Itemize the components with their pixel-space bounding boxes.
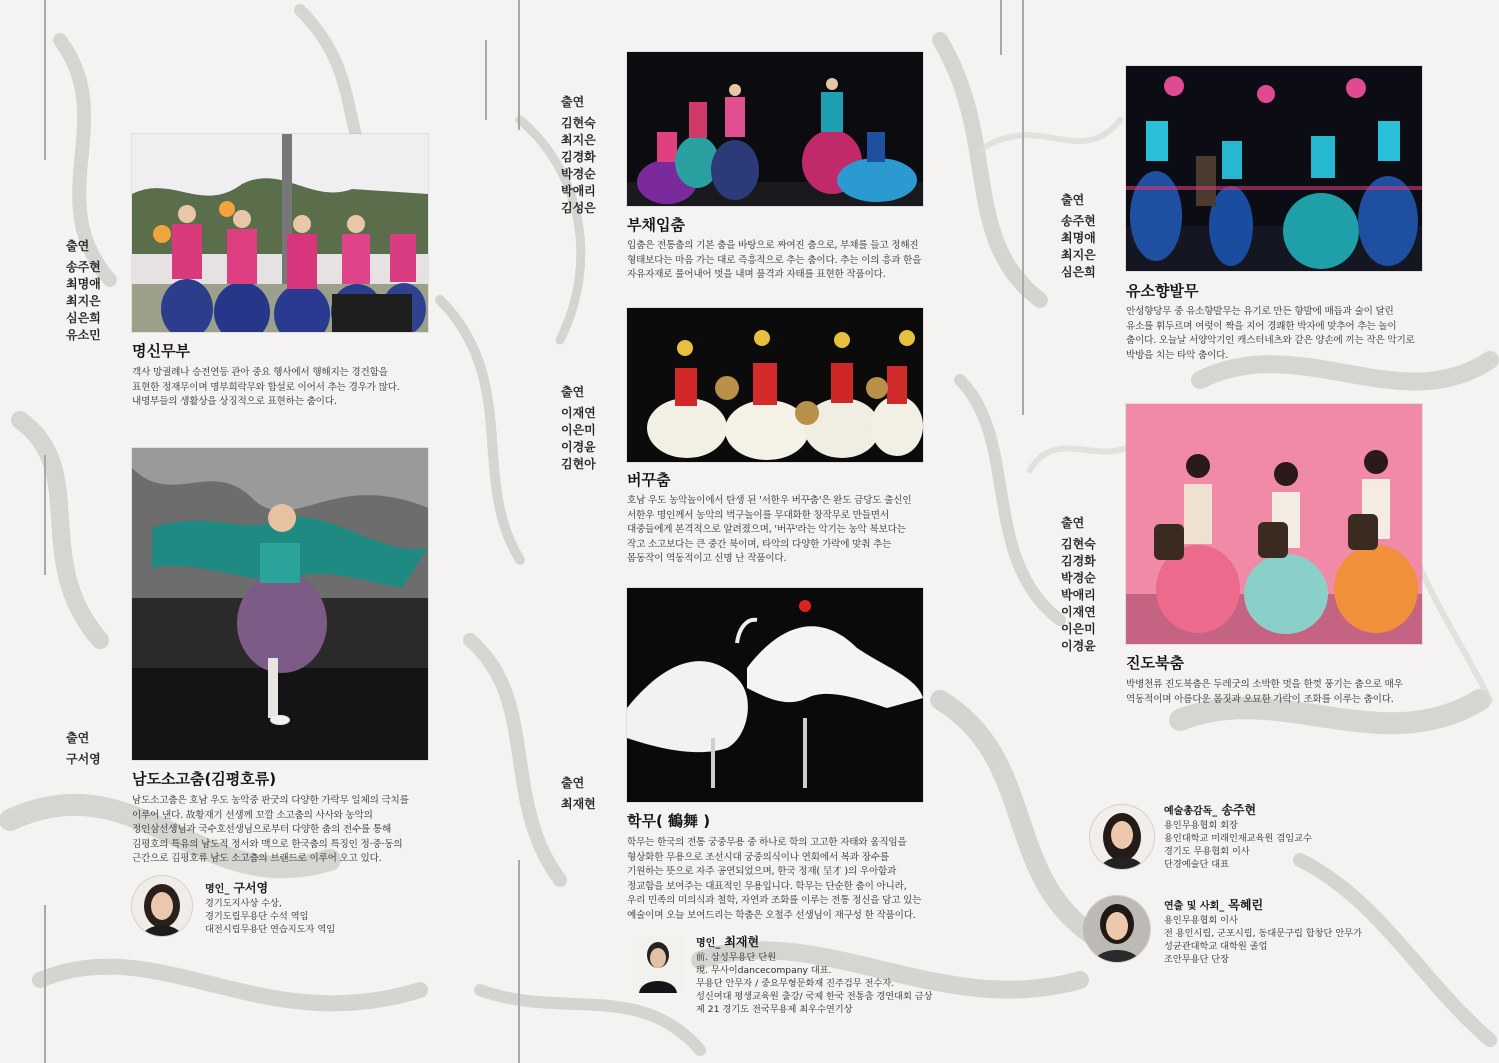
profile-heading — [1164, 898, 1362, 914]
profile-gu-seoyeong — [132, 876, 432, 936]
profile-name: 목혜린 — [1228, 898, 1264, 912]
desc-hakmu — [627, 836, 927, 923]
divider-line — [44, 0, 46, 160]
desc-line: 학무는 한국의 전통 궁중무용 중 하나로 학의 고고한 자태와 움직임을 — [627, 837, 907, 848]
desc-line: 내명부들의 생활상을 상징적으로 표현하는 춤이다. — [132, 396, 337, 407]
cast-name: 김경화 — [561, 150, 596, 164]
cast-name: 김현숙 — [561, 116, 596, 130]
desc-namdo — [132, 794, 434, 867]
cast-list-beokku — [561, 384, 596, 473]
title-namdo: 남도소고춤(김평호류) — [132, 770, 277, 788]
desc-buchae — [627, 239, 927, 283]
cast-name: 최지은 — [66, 294, 101, 308]
profile-line: 대전시립무용단 연습지도자 역임 — [205, 924, 336, 935]
profile-line: 前. 삼성무용단 단원 — [696, 952, 777, 963]
divider-line — [1000, 0, 1002, 55]
desc-line: 형상화한 무용으로 조선시대 궁중의식이나 연회에서 복과 장수를 — [627, 851, 889, 863]
profile-name: 송주현 — [1221, 803, 1257, 817]
desc-line: 박병천류 진도북춤은 두레굿의 소박한 멋을 한껏 풍기는 춤으로 매우 — [1126, 679, 1403, 690]
cast-list-myeongsin — [66, 238, 101, 344]
desc-line: 호남 우도 농악놀이에서 탄생 된 '서한우 버꾸춤'은 완도 금당도 출신인 — [627, 495, 912, 506]
desc-line: 역동적이며 아름다운 몸짓과 오묘한 가락이 조화를 이루는 춤이다. — [1126, 693, 1394, 705]
profile-line: 용인무용협회 이사 — [1164, 915, 1238, 926]
desc-line: 예술이며 오늘 보여드리는 학춤은 오철주 선생님이 재구성 한 작품이다. — [627, 909, 916, 921]
profile-line: 무용단 안무자 / 중요무형문화재 진주검무 전수자. — [696, 978, 895, 989]
desc-line: 정인삼선생님과 국수호선생님으로부터 다양한 춤의 전수를 통해 — [132, 824, 392, 835]
desc-line: 김평호의 특유의 남도적 정서와 맥으로 한국춤의 특징인 정·중·동의 — [132, 838, 403, 850]
desc-line: 입춤은 전통춤의 기본 춤을 바탕으로 짜여진 춤으로, 부채를 들고 정해진 — [627, 240, 919, 251]
cast-list-yuso — [1061, 192, 1096, 281]
profile-line: 용인대학교 미래인재교육원 겸임교수 — [1164, 833, 1312, 844]
profile-role: 명인_ — [696, 938, 721, 949]
cast-name: 심은희 — [1061, 265, 1096, 279]
profile-heading — [696, 935, 933, 951]
profile-line: 전 용인시립, 군포시립, 동대문구립 합창단 안무가 — [1164, 928, 1362, 939]
profile-role: 연출 및 사회_ — [1164, 901, 1225, 912]
title-myeongsin: 명신무부 — [132, 342, 190, 360]
title-buchae: 부채입춤 — [627, 216, 685, 234]
cast-name: 이경윤 — [1061, 639, 1096, 653]
title-jindo: 진도북춤 — [1126, 654, 1184, 672]
desc-line: 우리 민족의 미의식과 철학, 자연과 조화를 이루는 전통 정신을 담고 있는 — [627, 895, 922, 906]
divider-line — [518, 0, 520, 130]
cast-list-buchae — [561, 94, 596, 217]
profile-line: 용인무용협회 회장 — [1164, 820, 1238, 831]
desc-myeongsin — [132, 366, 432, 410]
title-beokku: 버꾸춤 — [627, 471, 671, 489]
cast-name: 김현아 — [561, 457, 596, 471]
cast-label: 출연 — [561, 95, 585, 109]
photo-hakmu — [627, 588, 923, 802]
profile-heading — [1164, 803, 1312, 819]
desc-line: 표현한 정재무이며 명부희락무와 합설로 이어서 추는 경우가 많다. — [132, 381, 400, 393]
cast-list-jindo — [1061, 515, 1096, 655]
profile-choi-jaehyeon — [633, 935, 933, 1015]
cast-label: 출연 — [1061, 193, 1085, 207]
divider-line — [44, 455, 46, 575]
profile-name: 구서영 — [233, 881, 269, 895]
desc-jindo — [1126, 678, 1426, 707]
cast-name: 이은미 — [1061, 622, 1096, 636]
desc-yuso — [1126, 305, 1426, 363]
cast-name: 최명애 — [66, 277, 101, 291]
desc-line: 근간으로 김평호류 남도 소고춤의 브랜드로 이루어 오고 있다. — [132, 853, 382, 864]
cast-name: 송주현 — [1061, 214, 1096, 228]
profile-director — [1090, 803, 1420, 873]
cast-name: 이재연 — [561, 406, 596, 420]
profile-line: 성균관대학교 대학원 졸업 — [1164, 941, 1268, 952]
profile-line: 경기도지사상 수상, — [205, 898, 282, 909]
cast-name: 구서영 — [66, 752, 101, 766]
divider-line — [518, 860, 520, 1063]
desc-line: 안성향당무 중 유소향발무는 유기로 만든 향발에 매듭과 술이 달린 — [1126, 306, 1394, 317]
desc-line: 박방을 치는 타악 춤이다. — [1126, 349, 1229, 361]
avatar — [633, 935, 683, 993]
cast-name: 이재연 — [1061, 605, 1096, 619]
desc-line: 형태보다는 마음 가는 대로 즉흥적으로 추는 춤이다. 추는 이의 흥과 한을 — [627, 254, 922, 266]
cast-name: 심은희 — [66, 311, 101, 325]
photo-yuso — [1126, 66, 1422, 271]
desc-line: 대중들에게 본격적으로 알려졌으며, '버꾸'라는 악기는 농악 북보다는 — [627, 524, 906, 535]
profile-line: 경기도립무용단 수석 역임 — [205, 911, 309, 922]
avatar — [1084, 896, 1150, 962]
divider-line — [1022, 0, 1024, 415]
cast-name: 최명애 — [1061, 231, 1096, 245]
desc-beokku — [627, 494, 927, 567]
cast-name: 최지은 — [1061, 248, 1096, 262]
profile-line: 現. 무사이dancecompany 대표. — [696, 965, 832, 976]
title-hakmu: 학무( 鶴舞 ) — [627, 812, 711, 830]
desc-line: 몸동작이 역동적이고 신명 난 작품이다. — [627, 553, 787, 564]
profile-heading — [205, 881, 335, 897]
photo-buchae — [627, 52, 923, 206]
cast-label: 출연 — [66, 731, 90, 745]
cast-list-namdo — [66, 730, 101, 768]
cast-label: 출연 — [1061, 516, 1085, 530]
desc-line: 춤이다. 오늘날 서양악기인 캐스터네츠와 같은 양손에 끼는 작은 악기로 — [1126, 335, 1415, 346]
avatar — [132, 876, 192, 936]
cast-name: 최지은 — [561, 133, 596, 147]
photo-myeongsin — [132, 134, 428, 332]
cast-name: 김성은 — [561, 201, 596, 215]
profile-line: 조안무용단 단장 — [1164, 954, 1230, 965]
title-yuso: 유소향발무 — [1126, 282, 1199, 300]
profile-line: 경기도 무용협회 이사 — [1164, 846, 1250, 857]
profile-line: 단경예술단 대표 — [1164, 859, 1230, 870]
desc-line: 기원하는 뜻으로 자주 공연되었으며, 한국 정재( 呈才 )의 우아함과 — [627, 866, 897, 877]
desc-line: 남도소고춤은 호남 우도 농악중 판굿의 다양한 가락무 일체의 극치를 — [132, 795, 409, 806]
profile-line: 제 21 경기도 전국무용제 최우수연기상 — [696, 1004, 853, 1015]
profile-role: 예술총감독_ — [1164, 806, 1218, 817]
divider-line — [44, 905, 46, 1063]
desc-line: 유소를 휘두르며 여럿이 짝을 지어 경쾌한 박자에 맞추어 추는 놀이 — [1126, 320, 1397, 332]
cast-name: 유소민 — [66, 328, 101, 342]
avatar — [1090, 805, 1154, 869]
cast-list-hakmu — [561, 775, 596, 813]
photo-beokku — [627, 308, 923, 462]
cast-name: 김경화 — [1061, 554, 1096, 568]
desc-line: 작고 소고보다는 큰 중간 북이며, 타악의 다양한 가락에 맞춰 추는 — [627, 538, 892, 550]
desc-line: 정교함을 보여주는 대표적인 무용입니다. 학무는 단순한 춤이 아니라, — [627, 880, 907, 892]
cast-name: 박경순 — [1061, 571, 1096, 585]
divider-line — [485, 40, 487, 120]
cast-name: 송주현 — [66, 260, 101, 274]
cast-name: 박경순 — [561, 167, 596, 181]
desc-line: 자유자재로 풀어내어 멋을 내며 품격과 자태를 표현한 작품이다. — [627, 269, 886, 280]
profile-line: 성신여대 평생교육원 출강/ 국제 한국 전통춤 경연대회 금상 — [696, 991, 933, 1002]
cast-name: 김현숙 — [1061, 537, 1096, 551]
cast-label: 출연 — [561, 776, 585, 790]
desc-line: 객사 망궐례나 승전연등 관아 중요 행사에서 행해지는 경건함을 — [132, 367, 388, 378]
profile-producer — [1090, 896, 1420, 966]
photo-jindo — [1126, 404, 1422, 644]
cast-name: 이은미 — [561, 423, 596, 437]
profile-role: 명인_ — [205, 884, 230, 895]
cast-label: 출연 — [561, 385, 585, 399]
cast-name: 이경윤 — [561, 440, 596, 454]
desc-line: 서한우 명인께서 농악의 벅구놀이를 무대화한 창작무로 만들면서 — [627, 509, 889, 521]
cast-name: 박애리 — [561, 184, 596, 198]
cast-name: 박애리 — [1061, 588, 1096, 602]
profile-name: 최재현 — [724, 935, 760, 949]
cast-label: 출연 — [66, 239, 90, 253]
cast-name: 최재현 — [561, 797, 596, 811]
desc-line: 이루어 낸다. 故황재기 선생께 꼬깔 소고춤의 사사와 농악의 — [132, 809, 373, 821]
photo-namdo — [132, 448, 428, 760]
